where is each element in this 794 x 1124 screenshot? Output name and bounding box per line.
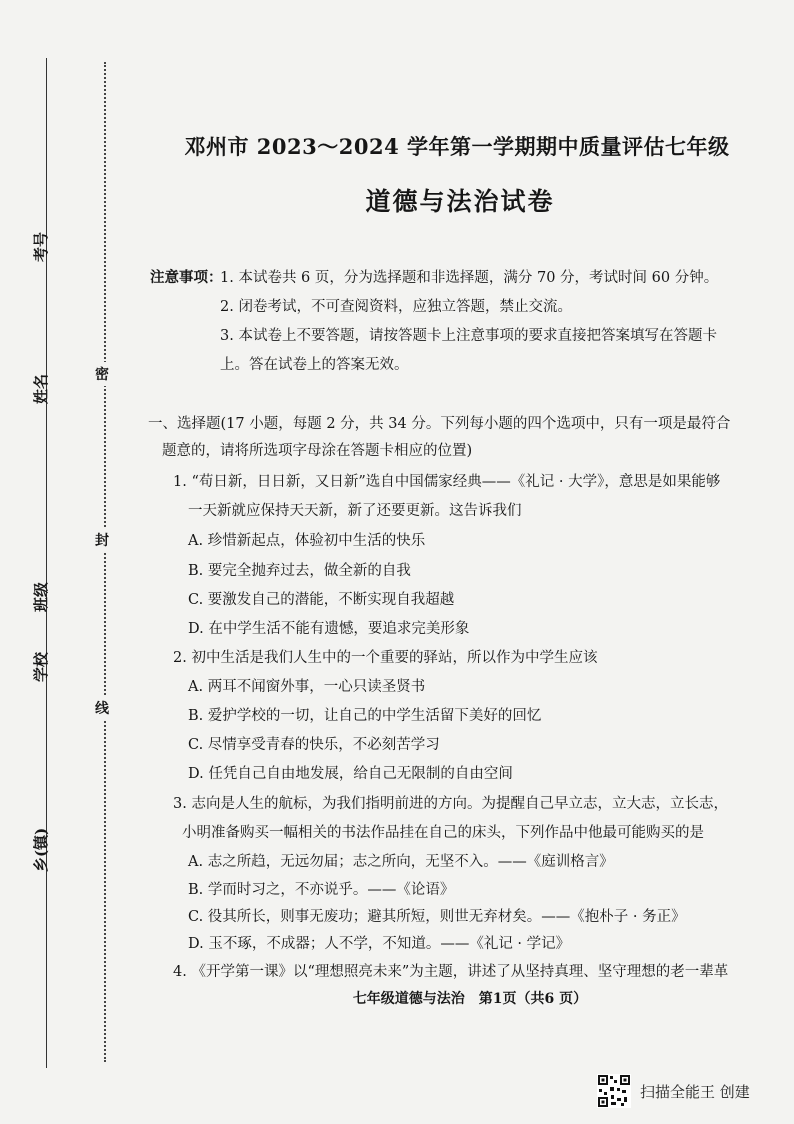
town-label: 乡(镇) xyxy=(32,827,50,872)
binding-solid-line xyxy=(46,58,47,1068)
question-3-stem-cont: 小明准备购买一幅相关的书法作品挂在自己的床头，下列作品中他最可能购买的是 xyxy=(182,825,704,841)
notice-item-1: 1. 本试卷共 6 页，分为选择题和非选择题，满分 70 分，考试时间 60 分钟。 xyxy=(220,270,719,286)
question-2-option-b: B. 爱护学校的一切，让自己的中学生活留下美好的回忆 xyxy=(188,708,542,724)
question-3-option-d: D. 玉不琢，不成器；人不学，不知道。——《礼记 · 学记》 xyxy=(188,936,571,952)
exam-subject-title: 道德与法治试卷 xyxy=(365,187,555,216)
scanner-watermark: 扫描全能王 创建 xyxy=(640,1083,750,1101)
question-1-option-a: A. 珍惜新起点，体验初中生活的快乐 xyxy=(188,533,426,549)
question-3-option-b: B. 学而时习之，不亦说乎。——《论语》 xyxy=(188,882,455,898)
binding-dotted-line xyxy=(104,62,106,1062)
exam-title: 邓州市 2023～2024 学年第一学期期中质量评估七年级 xyxy=(184,134,730,159)
section-heading: 一、选择题(17 小题，每题 2 分，共 34 分。下列每小题的四个选项中，只有一项是最符合 xyxy=(148,416,731,432)
name-label: 姓名 xyxy=(32,373,50,404)
seal-xian: 线 xyxy=(95,696,109,720)
question-3-option-a: A. 志之所趋，无远勿届；志之所向，无坚不入。——《庭训格言》 xyxy=(188,854,614,870)
question-2-option-a: A. 两耳不闻窗外事，一心只读圣贤书 xyxy=(188,679,426,695)
qr-code-icon xyxy=(597,1074,631,1108)
question-1-stem: 1. “苟日新，日日新，又日新”选自中国儒家经典——《礼记 · 大学》，意思是如果能够 xyxy=(173,474,721,490)
question-3-option-c: C. 役其所长，则事无废功；避其所短，则世无弃材矣。——《抱朴子 · 务正》 xyxy=(188,909,686,925)
notice-item-2: 2. 闭卷考试，不可查阅资料，应独立答题，禁止交流。 xyxy=(220,299,572,315)
page-footer: 七年级道德与法治 第1页（共6 页） xyxy=(352,991,588,1007)
notice-label: 注意事项： xyxy=(150,269,223,286)
seal-feng: 封 xyxy=(95,528,109,552)
class-label: 班级 xyxy=(32,581,50,612)
question-3-stem: 3. 志向是人生的航标，为我们指明前进的方向。为提醒自己早立志，立大志，立长志， xyxy=(173,796,728,812)
question-1-option-b: B. 要完全抛弃过去，做全新的自我 xyxy=(188,563,411,579)
notice-item-3-cont: 上。答在试卷上的答案无效。 xyxy=(220,357,409,373)
question-2-stem: 2. 初中生活是我们人生中的一个重要的驿站，所以作为中学生应该 xyxy=(173,650,598,666)
notice-item-3: 3. 本试卷上不要答题，请按答题卡上注意事项的要求直接把答案填写在答题卡 xyxy=(220,328,717,344)
question-2-option-d: D. 任凭自己自由地发展，给自己无限制的自由空间 xyxy=(188,766,513,782)
question-1-option-d: D. 在中学生活不能有遗憾，要追求完美形象 xyxy=(188,621,470,637)
exam-number-label: 考号 xyxy=(32,231,50,262)
question-1-stem-cont: 一天新就应保持天天新，新了还要更新。这告诉我们 xyxy=(188,503,522,519)
question-1-option-c: C. 要激发自己的潜能，不断实现自我超越 xyxy=(188,592,455,608)
question-2-option-c: C. 尽情享受青春的快乐，不必刻苦学习 xyxy=(188,737,440,753)
school-label: 学校 xyxy=(32,651,50,682)
section-heading-cont: 题意的，请将所选项字母涂在答题卡相应的位置) xyxy=(162,443,473,459)
seal-mi: 密 xyxy=(95,362,109,386)
question-4-stem: 4. 《开学第一课》以“理想照亮未来”为主题，讲述了从坚持真理、坚守理想的老一辈革 xyxy=(173,964,729,980)
